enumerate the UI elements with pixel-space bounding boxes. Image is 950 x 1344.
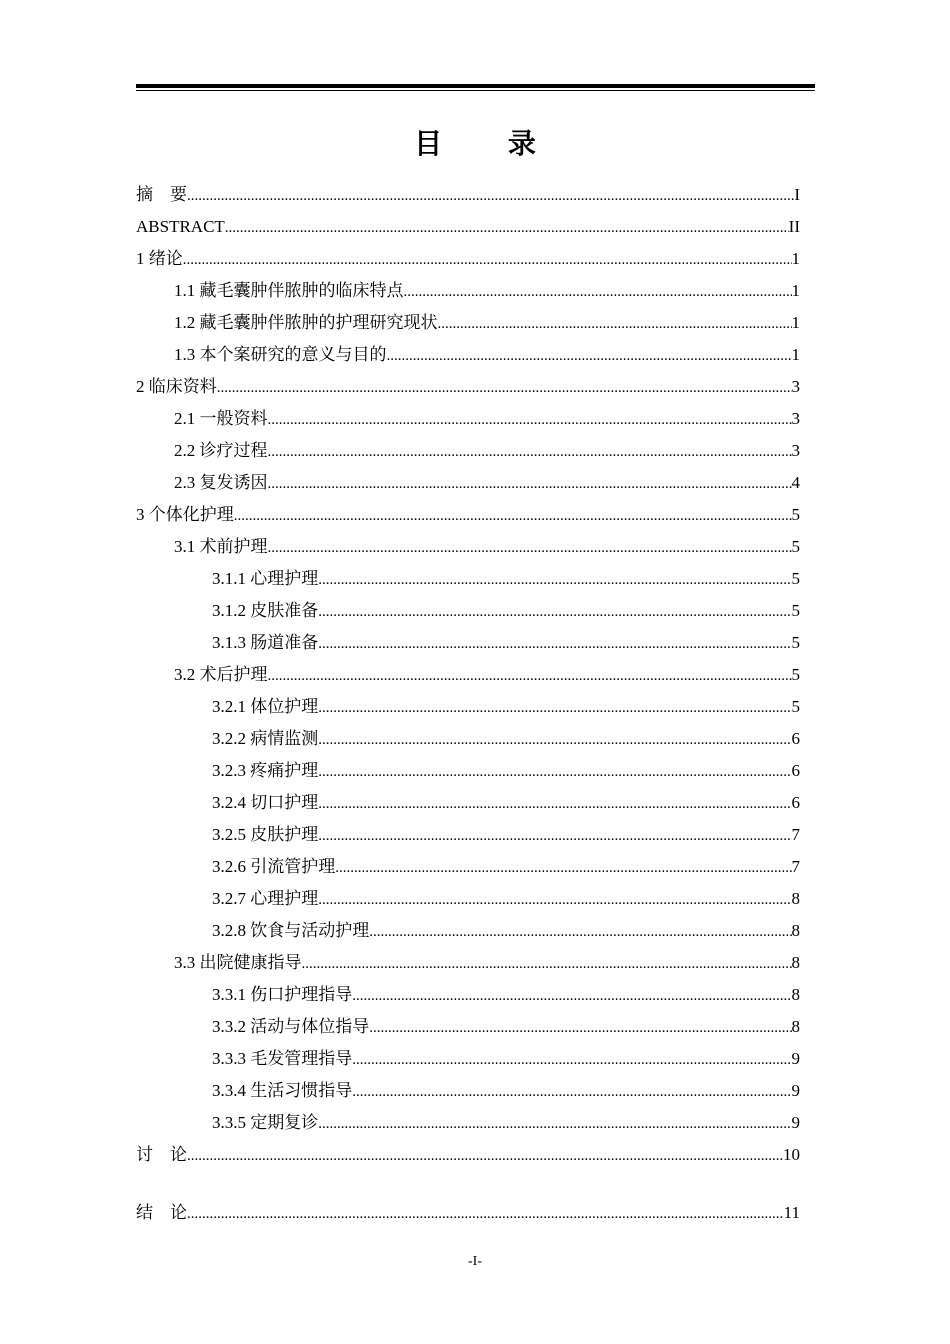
toc-leader-dots bbox=[183, 245, 792, 275]
toc-page-number: 5 bbox=[791, 697, 800, 716]
toc-leader-dots bbox=[187, 181, 794, 211]
toc-entry-label: 3.3.3 毛发管理指导 bbox=[212, 1049, 353, 1068]
toc-leader-dots bbox=[187, 1199, 784, 1229]
toc-entry[interactable] bbox=[174, 340, 800, 370]
toc-entry[interactable] bbox=[212, 596, 800, 626]
toc-entry[interactable] bbox=[212, 852, 800, 882]
toc-entry[interactable] bbox=[212, 756, 800, 786]
toc-page-number: 9 bbox=[791, 1049, 800, 1068]
toc-entry[interactable] bbox=[136, 372, 800, 402]
toc-page-number: 4 bbox=[791, 473, 800, 492]
toc-page-number: 9 bbox=[791, 1081, 800, 1100]
toc-entry-label: 结 论 bbox=[136, 1203, 187, 1222]
toc-entry-label: 3.3 出院健康指导 bbox=[174, 953, 302, 972]
toc-leader-dots bbox=[318, 757, 791, 787]
toc-entry[interactable] bbox=[212, 788, 800, 818]
toc-leader-dots bbox=[318, 1109, 791, 1139]
toc-leader-dots bbox=[318, 789, 791, 819]
toc-leader-dots bbox=[187, 1141, 783, 1171]
toc-page-number: 11 bbox=[783, 1203, 800, 1222]
toc-entry-label: 2.1 一般资料 bbox=[174, 409, 268, 428]
toc-entry-label: 3.2.2 病情监测 bbox=[212, 729, 319, 748]
toc-entry[interactable] bbox=[136, 180, 800, 210]
toc-entry-label: ABSTRACT bbox=[136, 217, 225, 236]
toc-leader-dots bbox=[369, 1013, 791, 1043]
toc-entry[interactable] bbox=[174, 660, 800, 690]
toc-entry-label: 3 个体化护理 bbox=[136, 505, 234, 524]
toc-page-number: 5 bbox=[791, 537, 800, 556]
header-rule bbox=[136, 84, 815, 88]
toc-leader-dots bbox=[302, 949, 792, 979]
toc-entry[interactable] bbox=[174, 468, 800, 498]
toc-page-number: 8 bbox=[791, 985, 800, 1004]
toc-page-number: 1 bbox=[791, 281, 800, 300]
toc-entry-label: 3.2 术后护理 bbox=[174, 665, 268, 684]
toc-leader-dots bbox=[352, 981, 791, 1011]
toc-leader-dots bbox=[234, 501, 792, 531]
toc-leader-dots bbox=[318, 725, 791, 755]
toc-entry[interactable] bbox=[212, 1076, 800, 1106]
toc-leader-dots bbox=[268, 661, 792, 691]
toc-entry-label: 1 绪论 bbox=[136, 249, 183, 268]
toc-entry[interactable] bbox=[174, 532, 800, 562]
toc-entry-label: 3.1.3 肠道准备 bbox=[212, 633, 319, 652]
toc-page-number: 6 bbox=[791, 793, 800, 812]
toc-entry[interactable] bbox=[136, 244, 800, 274]
toc-entry[interactable] bbox=[174, 404, 800, 434]
toc-leader-dots bbox=[268, 437, 792, 467]
toc-entry-label: 3.3.1 伤口护理指导 bbox=[212, 985, 353, 1004]
header-rule-thin bbox=[136, 90, 815, 91]
toc-leader-dots bbox=[318, 565, 791, 595]
toc-entry-label: 3.2.6 引流管护理 bbox=[212, 857, 336, 876]
toc-leader-dots bbox=[335, 853, 791, 883]
toc-entry[interactable] bbox=[174, 436, 800, 466]
toc-entry-label: 3.1.2 皮肤准备 bbox=[212, 601, 319, 620]
toc-page-number: 3 bbox=[791, 377, 800, 396]
toc-entry-label: 3.3.5 定期复诊 bbox=[212, 1113, 319, 1132]
toc-entry[interactable] bbox=[212, 820, 800, 850]
toc-entry[interactable] bbox=[174, 948, 800, 978]
toc-entry[interactable] bbox=[136, 1140, 800, 1170]
toc-entry[interactable] bbox=[212, 1108, 800, 1138]
toc-leader-dots bbox=[318, 597, 791, 627]
toc-leader-dots bbox=[268, 405, 792, 435]
toc-leader-dots bbox=[268, 469, 792, 499]
toc-leader-dots bbox=[318, 885, 791, 915]
toc-entry-label: 2.3 复发诱因 bbox=[174, 473, 268, 492]
toc-entry-label: 3.2.1 体位护理 bbox=[212, 697, 319, 716]
toc-entry-label: 摘 要 bbox=[136, 185, 187, 204]
toc-leader-dots bbox=[387, 341, 792, 371]
toc-page-number: 5 bbox=[791, 569, 800, 588]
toc-entry-label: 3.3.2 活动与体位指导 bbox=[212, 1017, 370, 1036]
toc-page-number: 10 bbox=[783, 1145, 800, 1164]
toc-leader-dots bbox=[369, 917, 791, 947]
toc-entry-label: 3.2.3 疼痛护理 bbox=[212, 761, 319, 780]
toc-leader-dots bbox=[268, 533, 792, 563]
toc-page-number: 1 bbox=[791, 249, 800, 268]
toc-entry[interactable] bbox=[212, 564, 800, 594]
toc-entry[interactable] bbox=[212, 724, 800, 754]
toc-entry-label: 1.1 藏毛囊肿伴脓肿的临床特点 bbox=[174, 281, 404, 300]
toc-page-number: 1 bbox=[791, 313, 800, 332]
toc-page-number: 5 bbox=[791, 633, 800, 652]
toc-entry-label: 3.2.4 切口护理 bbox=[212, 793, 319, 812]
toc-entry[interactable] bbox=[212, 980, 800, 1010]
toc-entry[interactable] bbox=[212, 916, 800, 946]
toc-entry-label: 2.2 诊疗过程 bbox=[174, 441, 268, 460]
toc-page-number: I bbox=[794, 185, 800, 204]
toc-entry[interactable] bbox=[212, 692, 800, 722]
toc-leader-dots bbox=[438, 309, 792, 339]
toc-page-number: 3 bbox=[791, 441, 800, 460]
toc-page-number: II bbox=[788, 217, 800, 236]
toc-page-number: 6 bbox=[791, 761, 800, 780]
toc-page-number: 5 bbox=[791, 601, 800, 620]
toc-entry-label: 1.3 本个案研究的意义与目的 bbox=[174, 345, 387, 364]
toc-leader-dots bbox=[404, 277, 792, 307]
toc-page-number: 7 bbox=[791, 825, 800, 844]
toc-title: 目 录 bbox=[414, 127, 564, 160]
toc-entry[interactable] bbox=[212, 628, 800, 658]
toc-entry-label: 3.3.4 生活习惯指导 bbox=[212, 1081, 353, 1100]
toc-entry[interactable] bbox=[136, 1198, 800, 1228]
toc-entry[interactable] bbox=[212, 1044, 800, 1074]
toc-page-number: 1 bbox=[791, 345, 800, 364]
toc-entry[interactable] bbox=[174, 276, 800, 306]
toc-page-number: 6 bbox=[791, 729, 800, 748]
toc-page-number: 3 bbox=[791, 409, 800, 428]
toc-page-number: 9 bbox=[791, 1113, 800, 1132]
toc-page-number: 8 bbox=[791, 921, 800, 940]
toc-entry-label: 3.2.5 皮肤护理 bbox=[212, 825, 319, 844]
toc-entry-label: 1.2 藏毛囊肿伴脓肿的护理研究现状 bbox=[174, 313, 438, 332]
toc-entry-label: 讨 论 bbox=[136, 1145, 187, 1164]
toc-leader-dots bbox=[217, 373, 792, 403]
toc-entry[interactable] bbox=[136, 212, 800, 242]
toc-page-number: 5 bbox=[791, 665, 800, 684]
toc-entry[interactable] bbox=[174, 308, 800, 338]
toc-page-number: 8 bbox=[791, 1017, 800, 1036]
toc-leader-dots bbox=[352, 1045, 791, 1075]
toc-entry[interactable] bbox=[212, 1012, 800, 1042]
toc-entry-label: 2 临床资料 bbox=[136, 377, 217, 396]
toc-entry[interactable] bbox=[212, 884, 800, 914]
toc-page-number: 8 bbox=[791, 953, 800, 972]
toc-entry-label: 3.1.1 心理护理 bbox=[212, 569, 319, 588]
toc-page-number: 8 bbox=[791, 889, 800, 908]
toc-entry-label: 3.2.7 心理护理 bbox=[212, 889, 319, 908]
toc-leader-dots bbox=[318, 693, 791, 723]
toc-leader-dots bbox=[225, 213, 789, 243]
toc-leader-dots bbox=[318, 629, 791, 659]
toc-leader-dots bbox=[318, 821, 791, 851]
toc-entry[interactable] bbox=[136, 500, 800, 530]
toc-entry-label: 3.1 术前护理 bbox=[174, 537, 268, 556]
toc-leader-dots bbox=[352, 1077, 791, 1107]
toc-page-number: 7 bbox=[791, 857, 800, 876]
page-footer-number: -I- bbox=[468, 1254, 482, 1269]
toc-entry-label: 3.2.8 饮食与活动护理 bbox=[212, 921, 370, 940]
toc-page-number: 5 bbox=[791, 505, 800, 524]
